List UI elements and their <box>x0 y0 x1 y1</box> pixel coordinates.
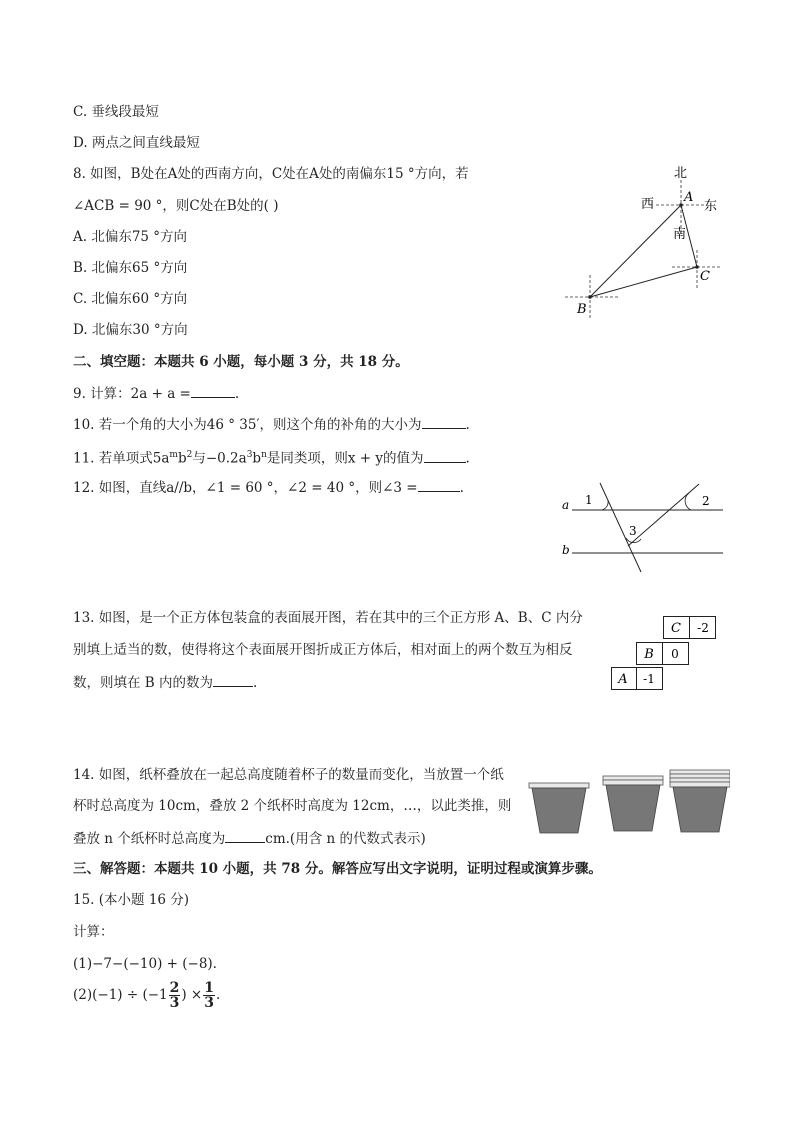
label-line-b: b <box>562 543 570 557</box>
figure-cube-net <box>610 615 722 691</box>
fraction-numerator: 2 <box>169 980 180 996</box>
answer-blank-11[interactable] <box>424 449 466 463</box>
answer-blank-12[interactable] <box>418 478 460 492</box>
question-14-line3 <box>73 829 426 848</box>
label-west: 西 <box>641 197 655 212</box>
question-13-line1: 13. 如图，是一个正方体包装盒的表面展开图，若在其中的三个正方形 A、B、C 内分 <box>73 610 583 626</box>
net-value-a-neighbor: -1 <box>643 672 655 686</box>
p2-text-a: (2)(−1) ÷ (−1 <box>73 987 168 1003</box>
option-8a: A. 北偏东75 °方向 <box>73 229 188 245</box>
section-3-heading: 三、解答题：本题共 10 小题，共 78 分。解答应写出文字说明，证明过程或演算步骤。 <box>73 861 602 877</box>
question-12: 12. 如图，直线a//b，∠1 = 60 °，∠2 = 40 °，则∠3 = . <box>73 480 464 496</box>
q11-text-a: 11. 若单项式5a <box>73 450 170 467</box>
question-10-text: 10. 若一个角的大小为46 ° 35′，则这个角的补角的大小为 <box>73 417 422 433</box>
question-11: 11. 若单项式$5a^mb^2$与$-0.2a^3b^n$是同类项，则x + y的值为 . <box>73 450 470 467</box>
q11-text-b: b <box>177 450 187 467</box>
segment-ab <box>590 205 681 297</box>
answer-blank-14[interactable] <box>225 829 265 843</box>
point-c <box>695 265 699 269</box>
question-15-title: 15. (本小题 16 分) <box>73 892 190 908</box>
problem-15-2 <box>73 980 220 1010</box>
segment-bc <box>590 267 697 297</box>
problem-15-1: (1)−7−(−10) + (−8). <box>73 956 217 972</box>
figure-parallel-lines <box>555 478 725 576</box>
question-13-text: 数，则填在 B 内的数为 <box>73 675 214 691</box>
label-north: 北 <box>674 166 688 181</box>
question-12-text: 12. 如图，直线a//b，∠1 = 60 °，∠2 = 40 °，则∠3 = <box>73 480 418 496</box>
q11-text-d: b <box>252 450 262 467</box>
calc-label: 计算： <box>73 924 114 940</box>
question-14-line1: 14. 如图，纸杯叠放在一起总高度随着杯子的数量而变化，当放置一个纸 <box>73 767 504 783</box>
label-point-b: B <box>577 302 587 317</box>
point-a <box>679 203 683 207</box>
fraction-numerator: 1 <box>204 980 214 996</box>
cup-stack-1 <box>529 783 589 833</box>
point-b <box>588 295 592 299</box>
answer-blank-9[interactable] <box>191 384 235 398</box>
question-9-text: 9. 计算：2a + a = <box>73 386 191 402</box>
q11-text-e: 是同类项，则x + y的值为 <box>266 450 424 467</box>
question-8-line1: 8. 如图，B处在A处的西南方向，C处在A处的南偏东15 °方向，若 <box>73 166 469 182</box>
option-8d: D. 北偏东30 °方向 <box>73 322 188 338</box>
p2-text-c: . <box>216 987 221 1003</box>
label-angle-3: 3 <box>629 524 637 538</box>
net-value-c-neighbor: -2 <box>697 621 709 635</box>
figure-directions <box>560 160 730 320</box>
net-label-b: B <box>644 647 654 662</box>
option-8c: C. 北偏东60 °方向 <box>73 291 188 307</box>
label-line-a: a <box>562 498 570 512</box>
net-label-c: C <box>671 621 681 636</box>
question-13-line2: 别填上适当的数，使得将这个表面展开图折成正方体后，相对面上的两个数互为相反 <box>73 642 573 658</box>
figure-stacked-cups <box>505 765 730 840</box>
angle-3-arc <box>626 538 641 543</box>
answer-blank-10[interactable] <box>422 415 466 429</box>
net-label-a: A <box>618 672 628 687</box>
q11-exp-3: 3 <box>246 450 253 460</box>
question-14-suffix: cm.(用含 n 的代数式表示) <box>265 831 426 847</box>
label-south: 南 <box>673 227 687 242</box>
cup-stack-3 <box>670 770 730 832</box>
section-2-heading: 二、填空题：本题共 6 小题，每小题 3 分，共 18 分。 <box>73 354 409 370</box>
label-point-a: A <box>684 190 694 205</box>
label-point-c: C <box>700 269 710 284</box>
label-east: 东 <box>704 199 718 214</box>
question-14-line2: 杯时总高度为 10cm，叠放 2 个纸杯时高度为 12cm，…，以此类推，则 <box>73 798 512 814</box>
q11-exp-m: m <box>169 450 178 460</box>
p2-text-b: ) × <box>181 987 203 1003</box>
fraction-two-thirds <box>169 981 181 1010</box>
answer-blank-13[interactable] <box>213 673 253 687</box>
net-value-b-neighbor: 0 <box>671 647 679 661</box>
question-14-text: 叠放 n 个纸杯时总高度为 <box>73 831 226 847</box>
angle-1-arc <box>599 501 608 510</box>
fraction-denominator: 3 <box>169 995 180 1011</box>
question-9: 9. 计算：2a + a = . <box>73 386 240 402</box>
label-angle-2: 2 <box>702 494 710 508</box>
fraction-denominator: 3 <box>204 995 214 1011</box>
question-13-line3: 数，则填在 B 内的数为 . <box>73 675 258 691</box>
q11-exp-2: 2 <box>186 450 193 460</box>
option-7c: C. 垂线段最短 <box>73 104 159 120</box>
option-8b: B. 北偏东65 °方向 <box>73 260 188 276</box>
fraction-one-third <box>203 981 215 1010</box>
label-angle-1: 1 <box>585 493 593 507</box>
option-7d: D. 两点之间直线最短 <box>73 135 200 151</box>
q11-text-c: 与−0.2a <box>192 450 247 467</box>
cup-stack-2 <box>603 776 663 831</box>
question-10: 10. 若一个角的大小为46 ° 35′，则这个角的补角的大小为 . <box>73 417 470 433</box>
q11-exp-n: n <box>261 450 267 460</box>
question-8-line2: ∠ACB = 90 °，则C处在B处的( ) <box>73 198 279 214</box>
